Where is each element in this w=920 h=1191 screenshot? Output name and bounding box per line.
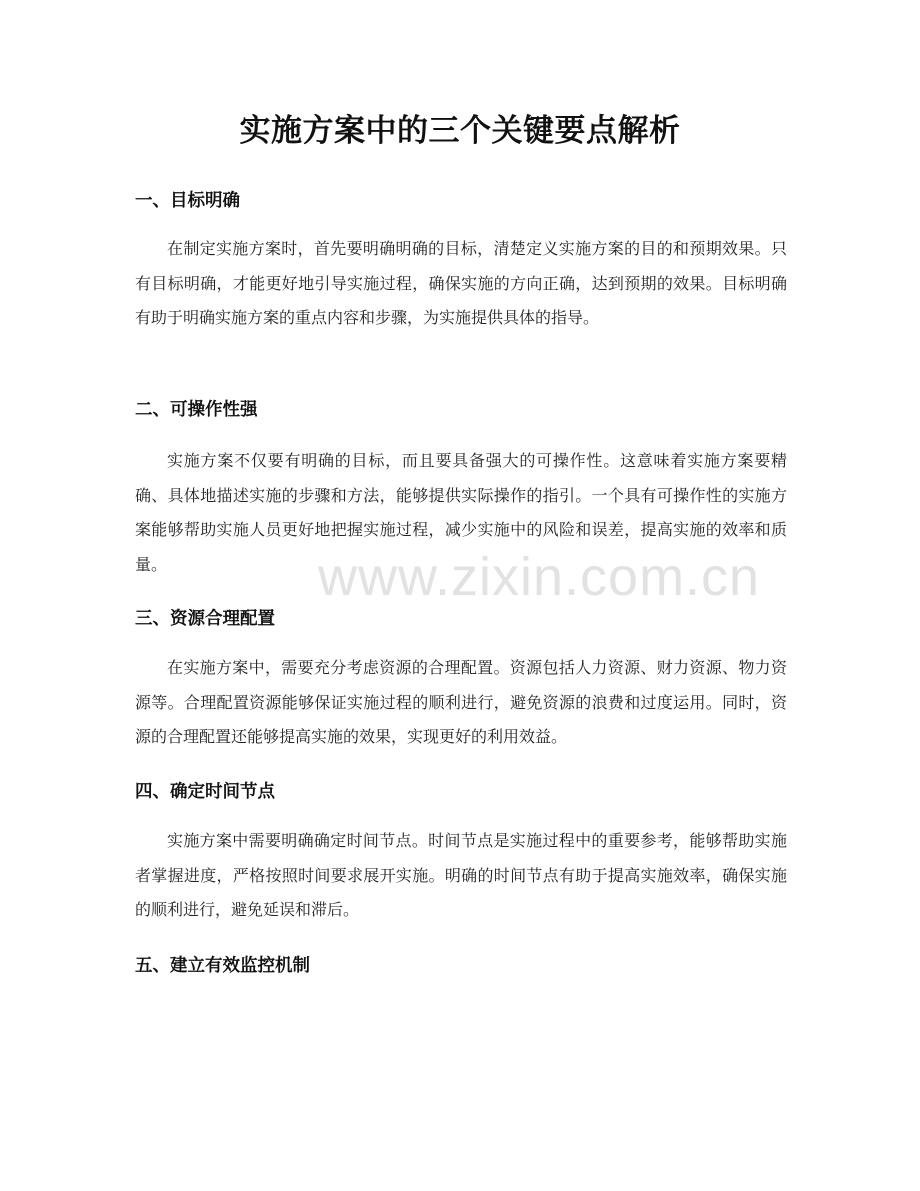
section-paragraph-2: 实施方案不仅要有明确的目标，而且要具备强大的可操作性。这意味着实施方案要精确、具体地描述实施的步骤和方法，能够提供实际操作的指引。一个具有可操作性的实施方案能够帮助实施人员更好地把握实施过程，减少实施中的风险和误差，提高实施的效率和质量。 (135, 451, 787, 574)
section-heading-2: 二、可操作性强 (135, 400, 258, 420)
section-paragraph-4: 实施方案中需要明确确定时间节点。时间节点是实施过程中的重要参考，能够帮助实施者掌握进度，严格按照时间要求展开实施。明确的时间节点有助于提高实施效率，确保实施的顺利进行，避免延误和滞后。 (135, 831, 787, 919)
section-heading-1: 一、目标明确 (135, 191, 240, 211)
section-heading-3: 三、资源合理配置 (135, 609, 275, 629)
section-heading-5: 五、建立有效监控机制 (135, 956, 310, 976)
section-heading-4: 四、确定时间节点 (135, 782, 275, 802)
document-title: 实施方案中的三个关键要点解析 (239, 113, 681, 149)
section-paragraph-3: 在实施方案中，需要充分考虑资源的合理配置。资源包括人力资源、财力资源、物力资源等。合理配置资源能够保证实施过程的顺利进行，避免资源的浪费和过度运用。同时，资源的合理配置还能够提高实施的效果，实现更好的利用效益。 (135, 658, 787, 746)
watermark: www.zixin.com.cn (318, 547, 761, 607)
section-paragraph-1: 在制定实施方案时，首先要明确明确的目标，清楚定义实施方案的目的和预期效果。只有目标明确，才能更好地引导实施过程，确保实施的方向正确，达到预期的效果。目标明确有助于明确实施方案的重点内容和步骤，为实施提供具体的指导。 (135, 239, 787, 327)
